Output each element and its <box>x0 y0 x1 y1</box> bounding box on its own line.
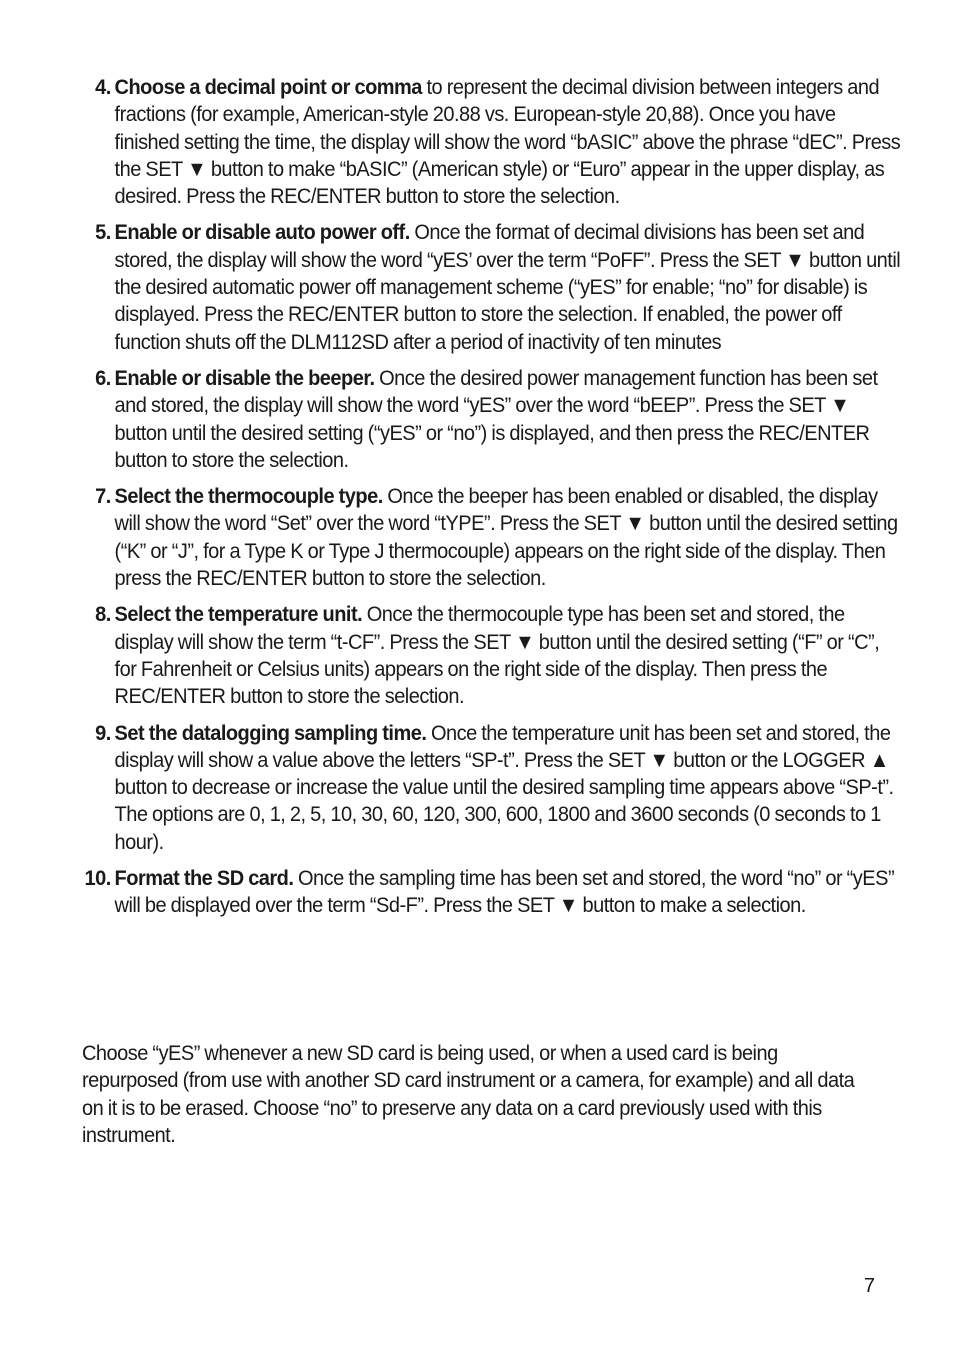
step-number: 7. <box>95 484 111 509</box>
step-item <box>82 601 900 710</box>
step-text: Once the beeper has been enabled or disabled, the display will show the word “Set” over the word “tYPE”. Press the SET ▼ button until the desired setting (“K” or “J”, for a Type K or Type J thermocouple) appears on the right side of the display. Then press the REC/ENTER button to store the selection. <box>114 484 898 591</box>
step-item <box>82 365 900 474</box>
closing-paragraph: Choose “yES” whenever a new SD card is being used, or when a used card is being repurposed (from use with another SD card instrument or a camera, for example) and all data on it is to be erased. Choose “no” to preserve any data on a card previously used with this instrument. <box>82 1041 855 1147</box>
step-title: Select the temperature unit. <box>114 602 363 627</box>
step-number: 6. <box>95 365 111 390</box>
step-text: Once the sampling time has been set and stored, the word “no” or “yES” will be displayed over the term “Sd-F”. Press the SET ▼ button to make a selection. <box>114 866 895 918</box>
step-title: Select the thermocouple type. <box>114 484 383 509</box>
step-item <box>82 865 900 920</box>
setup-steps-list <box>82 74 901 929</box>
step-number: 9. <box>95 720 111 745</box>
step-number: 4. <box>95 75 111 99</box>
step-number: 8. <box>95 602 111 627</box>
step-text: Once the format of decimal divisions has been set and stored, the display will show the word “yES’ over the term “PoFF”. Press the SET ▼ button until the desired automatic power off management scheme (“yES” for enable; “no” for disable) is displayed. Press the REC/ENTER button to store the selection. If enabled, the power off function shuts off the DLM112SD after a period of inactivity of ten minutes <box>114 220 901 354</box>
step-title: Format the SD card. <box>114 866 294 891</box>
step-number: 5. <box>95 220 111 245</box>
step-text: to represent the decimal division between integers and fractions (for example, American-style 20.88 vs. European-style 20,88). Once you have finished setting the time, the display will show the word “bASIC” above the phrase “dEC”. Press the SET ▼ button to make “bASIC” (American style) or “Euro” appear in the upper display, as desired. Press the REC/ENTER button to store the selection. <box>114 75 901 209</box>
page-number: 7 <box>863 1275 875 1297</box>
step-item <box>82 219 900 355</box>
step-title: Enable or disable auto power off. <box>114 220 410 245</box>
step-item <box>82 74 900 210</box>
step-title: Choose a decimal point or comma <box>114 75 422 99</box>
step-text: Once the desired power management function has been set and stored, the display will show the word “yES” over the word “bEEP”. Press the SET ▼ button until the desired setting (“yES” or “no”) is displayed, and then press the REC/ENTER button to store the selection. <box>114 365 878 472</box>
step-item <box>82 483 900 592</box>
step-title: Enable or disable the beeper. <box>114 365 375 390</box>
step-number: 10. <box>84 866 111 891</box>
step-item <box>82 720 900 856</box>
step-text: Once the thermocouple type has been set and stored, the display will show the term “t-CF”. Press the SET ▼ button until the desired setting (“F” or “C”, for Fahrenheit or Celsius units) appears on the right side of the display. Then press the REC/ENTER button to store the selection. <box>114 602 880 709</box>
step-title: Set the datalogging sampling time. <box>114 720 427 745</box>
step-text: Once the temperature unit has been set and stored, the display will show a value above the letters “SP-t”. Press the SET ▼ button or the LOGGER ▲ button to decrease or increase the value until the desired sampling time appears above “SP-t”. The options are 0, 1, 2, 5, 10, 30, 60, 120, 300, 600, 1800 and 3600 seconds (0 seconds to 1 hour). <box>114 720 894 854</box>
